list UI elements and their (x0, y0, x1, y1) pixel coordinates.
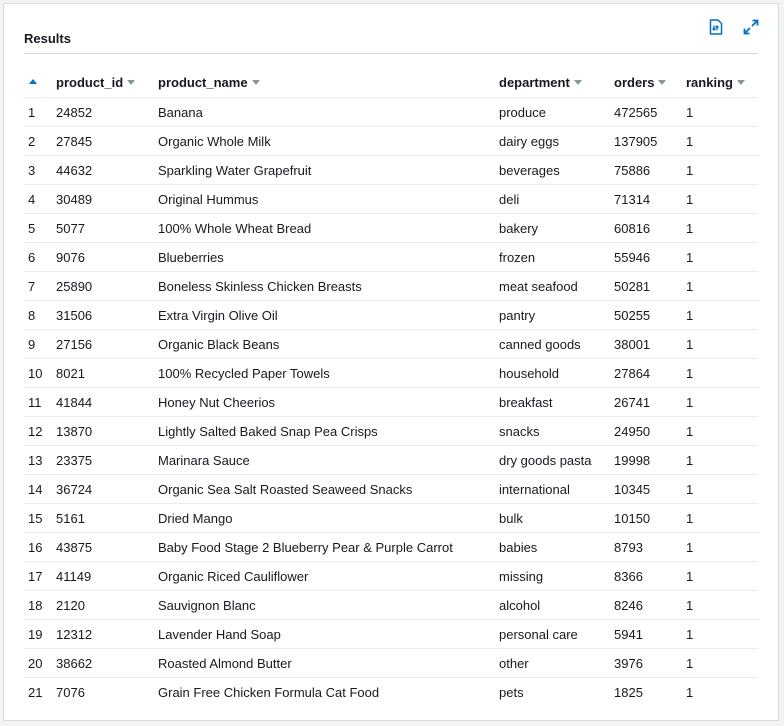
cell-orders: 1825 (614, 684, 643, 700)
cell-ranking: 1 (686, 620, 758, 649)
results-table (24, 68, 758, 706)
cell-ranking: 1 (686, 388, 758, 417)
table-row (24, 127, 758, 156)
cell-product-name: Organic Sea Salt Roasted Seaweed Snacks (158, 475, 499, 504)
cell-ranking: 1 (686, 330, 758, 359)
cell-product-name: Banana (158, 98, 499, 127)
cell-idx: 9 (24, 330, 56, 359)
cell-orders: 60816 (614, 214, 686, 243)
cell-idx: 1 (24, 98, 56, 127)
cell-ranking: 1 (686, 417, 758, 446)
column-header-product-id[interactable]: product_id (56, 68, 158, 98)
chevron-down-icon[interactable] (737, 80, 745, 85)
cell-orders: 8366 (614, 562, 686, 591)
cell-department: frozen (499, 243, 614, 272)
cell-orders: 19998 (614, 446, 686, 475)
cell-orders: 10150 (614, 504, 686, 533)
cell-ranking: 1 (686, 127, 758, 156)
cell-idx: 15 (24, 504, 56, 533)
cell-idx: 4 (24, 185, 56, 214)
cell-orders: 24950 (614, 417, 686, 446)
cell-idx: 5 (24, 214, 56, 243)
cell-ranking: 1 (686, 649, 758, 678)
table-row (24, 98, 758, 127)
cell-product-id: 43875 (56, 533, 158, 562)
table-row (24, 301, 758, 330)
table-body (24, 98, 758, 707)
cell-department: dry goods pasta (499, 446, 614, 475)
table-row (24, 214, 758, 243)
table-row (24, 620, 758, 649)
cell-ranking: 1 (686, 272, 758, 301)
cell-product-name: Organic Whole Milk (158, 127, 499, 156)
cell-ranking: 1 (686, 562, 758, 591)
table-row (24, 388, 758, 417)
cell-product-id: 13870 (56, 417, 158, 446)
cell-product-id: 41149 (56, 562, 158, 591)
table-row (24, 330, 758, 359)
cell-product-id: 27156 (56, 330, 158, 359)
cell-product-name: Organic Riced Cauliflower (158, 562, 499, 591)
cell-department: alcohol (499, 591, 614, 620)
cell-product-name: Sauvignon Blanc (158, 591, 499, 620)
expand-icon[interactable] (742, 18, 760, 36)
cell-product-id: 24852 (56, 98, 158, 127)
cell-orders: 71314 (614, 185, 686, 214)
table-row (24, 446, 758, 475)
cell-product-name: Marinara Sauce (158, 446, 499, 475)
cell-department: personal care (499, 620, 614, 649)
cell-product-name: Original Hummus (158, 185, 499, 214)
cell-product-name: 100% Whole Wheat Bread (158, 214, 499, 243)
cell-department: snacks (499, 417, 614, 446)
cell-product-name: Baby Food Stage 2 Blueberry Pear & Purple Carrot (158, 533, 499, 562)
sort-ascending-icon[interactable] (29, 79, 37, 84)
cell-product-name: Lavender Hand Soap (158, 620, 499, 649)
cell-orders: 50255 (614, 301, 686, 330)
cell-department: other (499, 649, 614, 678)
cell-department: babies (499, 533, 614, 562)
cell-product-name: Boneless Skinless Chicken Breasts (158, 272, 499, 301)
cell-product-id: 2120 (56, 591, 158, 620)
cell-product-id: 7076 (56, 684, 85, 700)
table-row (24, 649, 758, 678)
cell-orders: 5941 (614, 620, 686, 649)
cell-department: international (499, 475, 614, 504)
cell-idx: 18 (24, 591, 56, 620)
results-panel (3, 3, 779, 721)
cell-product-id: 31506 (56, 301, 158, 330)
cell-product-name: Roasted Almond Butter (158, 649, 499, 678)
table-row (24, 475, 758, 504)
cell-product-id: 8021 (56, 359, 158, 388)
cell-product-id: 23375 (56, 446, 158, 475)
cell-ranking: 1 (686, 533, 758, 562)
cell-idx: 6 (24, 243, 56, 272)
table-row (24, 678, 758, 707)
cell-product-name: Lightly Salted Baked Snap Pea Crisps (158, 417, 499, 446)
cell-idx: 8 (24, 301, 56, 330)
cell-product-id: 44632 (56, 156, 158, 185)
cell-product-name: Grain Free Chicken Formula Cat Food (158, 684, 380, 700)
cell-ranking: 1 (686, 214, 758, 243)
cell-ranking: 1 (686, 359, 758, 388)
cell-orders: 8246 (614, 591, 686, 620)
cell-product-id: 5161 (56, 504, 158, 533)
column-header-department[interactable]: department (499, 68, 614, 98)
column-header-product-name[interactable]: product_name (158, 68, 499, 98)
cell-department: bulk (499, 504, 614, 533)
cell-idx: 10 (24, 359, 56, 388)
cell-ranking: 1 (686, 475, 758, 504)
cell-ranking: 1 (686, 446, 758, 475)
cell-department: dairy eggs (499, 127, 614, 156)
table-row (24, 504, 758, 533)
cell-product-name: Honey Nut Cheerios (158, 388, 499, 417)
cell-orders: 26741 (614, 388, 686, 417)
cell-ranking: 1 (686, 98, 758, 127)
cell-product-name: Blueberries (158, 243, 499, 272)
cell-product-id: 12312 (56, 620, 158, 649)
chevron-down-icon[interactable] (252, 80, 260, 85)
chevron-down-icon[interactable] (574, 80, 582, 85)
row-index-sort-header[interactable] (24, 68, 56, 98)
cell-department: pets (499, 684, 524, 700)
cell-orders: 10345 (614, 475, 686, 504)
cell-idx: 7 (24, 272, 56, 301)
cell-product-id: 25890 (56, 272, 158, 301)
cell-department: bakery (499, 214, 614, 243)
cell-idx: 19 (24, 620, 56, 649)
cell-orders: 75886 (614, 156, 686, 185)
cell-product-id: 41844 (56, 388, 158, 417)
table-row (24, 185, 758, 214)
cell-orders: 137905 (614, 127, 686, 156)
cell-department: breakfast (499, 388, 614, 417)
cell-orders: 3976 (614, 649, 686, 678)
cell-idx: 3 (24, 156, 56, 185)
cell-ranking: 1 (686, 504, 758, 533)
cell-idx: 11 (24, 388, 56, 417)
cell-ranking: 1 (686, 185, 758, 214)
cell-idx: 14 (24, 475, 56, 504)
table-row (24, 417, 758, 446)
column-header-ranking[interactable]: ranking (686, 68, 758, 98)
cell-product-id: 27845 (56, 127, 158, 156)
cell-ranking: 1 (686, 591, 758, 620)
cell-product-name: 100% Recycled Paper Towels (158, 359, 499, 388)
table-row (24, 156, 758, 185)
cell-orders: 8793 (614, 533, 686, 562)
cell-product-name: Organic Black Beans (158, 330, 499, 359)
chevron-down-icon[interactable] (658, 80, 666, 85)
cell-orders: 27864 (614, 359, 686, 388)
cell-ranking: 1 (686, 301, 758, 330)
cell-product-id: 36724 (56, 475, 158, 504)
cell-product-id: 38662 (56, 649, 158, 678)
cell-orders: 55946 (614, 243, 686, 272)
cell-idx: 2 (24, 127, 56, 156)
cell-department: meat seafood (499, 272, 614, 301)
cell-product-name: Extra Virgin Olive Oil (158, 301, 499, 330)
cell-orders: 472565 (614, 98, 686, 127)
cell-department: pantry (499, 301, 614, 330)
table-row (24, 359, 758, 388)
panel-header (24, 4, 758, 54)
cell-ranking: 1 (686, 684, 694, 700)
cell-idx: 13 (24, 446, 56, 475)
cell-idx: 12 (24, 417, 56, 446)
cell-product-name: Sparkling Water Grapefruit (158, 156, 499, 185)
cell-department: canned goods (499, 330, 614, 359)
cell-product-id: 5077 (56, 214, 158, 243)
cell-product-id: 30489 (56, 185, 158, 214)
cell-department: beverages (499, 156, 614, 185)
cell-ranking: 1 (686, 156, 758, 185)
table-row (24, 533, 758, 562)
cell-product-id: 9076 (56, 243, 158, 272)
cell-idx: 20 (24, 649, 56, 678)
cell-department: deli (499, 185, 614, 214)
cell-department: produce (499, 98, 614, 127)
chevron-down-icon[interactable] (127, 80, 135, 85)
cell-product-name: Dried Mango (158, 504, 499, 533)
cell-department: household (499, 359, 614, 388)
table-row (24, 243, 758, 272)
cell-orders: 38001 (614, 330, 686, 359)
panel-title: Results (24, 31, 71, 46)
table-row (24, 272, 758, 301)
download-icon[interactable] (707, 18, 725, 36)
column-header-orders[interactable]: orders (614, 68, 686, 98)
cell-idx: 21 (28, 684, 43, 700)
table-row (24, 562, 758, 591)
cell-orders: 50281 (614, 272, 686, 301)
cell-department: missing (499, 562, 614, 591)
cell-idx: 17 (24, 562, 56, 591)
cell-ranking: 1 (686, 243, 758, 272)
cell-idx: 16 (24, 533, 56, 562)
table-row (24, 591, 758, 620)
header-row (24, 68, 758, 98)
